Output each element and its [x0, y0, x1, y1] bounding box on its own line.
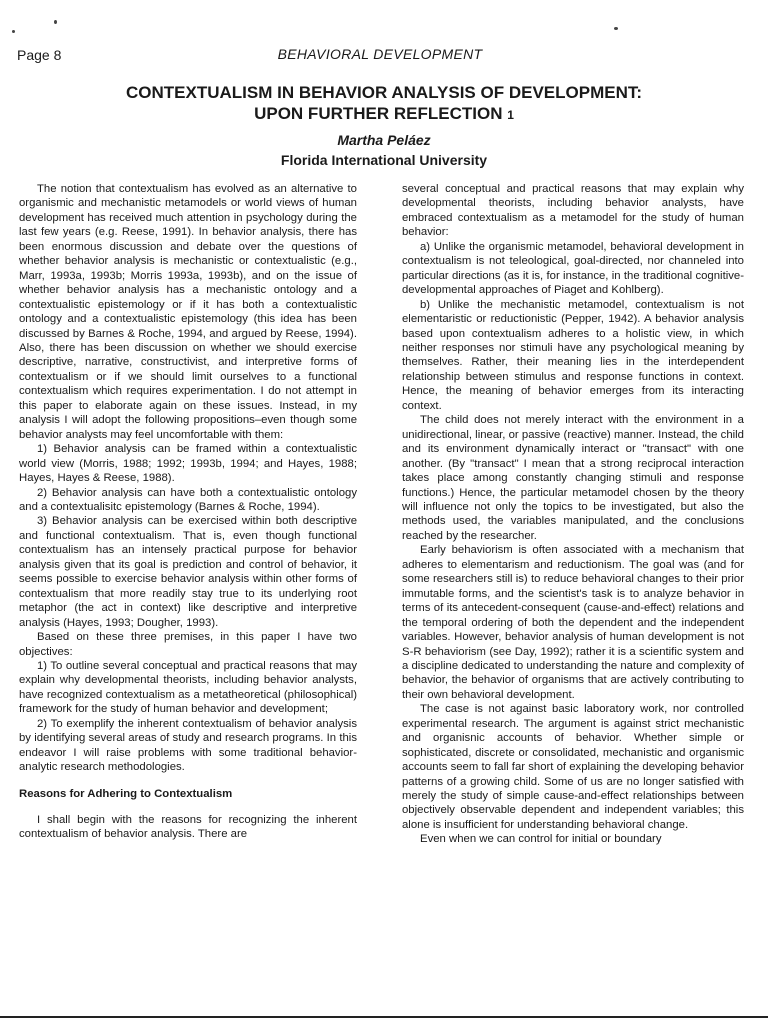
author-name: Martha Peláez — [337, 132, 431, 148]
title-line-1: CONTEXTUALISM IN BEHAVIOR ANALYSIS OF DEVELOPMENT: — [125, 83, 643, 102]
paragraph: 1) Behavior analysis can be framed within a contextualistic world view (Morris, 1988; 1992; 1993b, 1994; and Hayes, 1988; Hayes, Hayes & Reese, 1988). — [19, 443, 357, 485]
scan-speck — [614, 27, 618, 30]
paragraph: a) Unlike the organismic metamodel, behavioral development in contextualism is not teleological, goal-directed, nor channeled into particular directions (as it is, for instance, in the traditional cognitive-developmental approaches of Piaget and Kohlberg). — [402, 240, 744, 297]
paragraph: The notion that contextualism has evolved as an alternative to organismic and mechanistic metamodels or world views of human development has received much attention in psychology during the last few years (e.g. Reese, 1991). In behavior analysis, there has been enormous discussion and debate over the questions of whether behavior analysis is mechanistic or contextualistic (e.g., Marr, 1993a, 1993b; Morris 1993a, 1993b), and on the issue of whether behavior analysis has a mechanistic ontology and a contextualistic epistemology or if it has both a contextualistic ontology and a contextualistic epistemology (this idea has been discussed by Barnes & Roche, 1994, and argued by Reese, 1994). Also, there has been discussion on whether we should exercise descriptive, narrative, constructivist, and interpretive forms of contextualism or if we should limit ourselves to a functional contextualism which requires experimentation. I do not attempt in this paper to elaborate again on these issues. Instead, in my analysis I will adopt the following propositions–even though some behavior analysts may feel uncomfortable with them: — [19, 183, 357, 441]
paragraph: I shall begin with the reasons for recognizing the inherent contextualism of behavior analysis. There are — [19, 814, 357, 841]
article-title — [40, 82, 728, 126]
paragraph: 2) Behavior analysis can have both a contextualistic ontology and a contextualisitc epistemology (Barnes & Roche, 1994). — [19, 486, 357, 513]
paragraph: 2) To exemplify the inherent contextualism of behavior analysis by identifying several areas of study and research programs. In this endeavor I will raise problems with some traditional behavior-analytic research methodologies. — [19, 717, 357, 774]
paragraph: b) Unlike the mechanistic metamodel, contextualism is not elementaristic or reductionistic (Pepper, 1942). A behavior analysis based upon contextualism adheres to a holistic view, in which neither responses nor stimuli have any psychological meaning by themselves. Rather, their meaning lies in the interdependent relationship between stimulus and response functions in context. Hence, the meaning of behavior emerges from its interacting context. — [402, 298, 744, 412]
left-column — [19, 182, 357, 842]
paragraph: Based on these three premises, in this paper I have two objectives: — [19, 631, 357, 658]
title-line-2 — [40, 103, 728, 126]
paragraph: Early behaviorism is often associated with a mechanism that adheres to elementarism and reductionism. The goal was (and for some researchers still is) to reduce behavioral changes to their prior immutable forms, and the scientist's task is to analyze behavior in terms of its antecedent-consequent (cause-and-effect) relations and the temporal ordering of both the dependent and the independent variables. However, behavior analysis of human development is not S-R behaviorism (see Day, 1992); rather it is a scientific system and a discipline dedicated to understanding the nature and complexity of behavior, the behavior of organisms that are actively contributing to their own behavioral development. — [402, 544, 744, 701]
author-affiliation: Florida International University — [280, 152, 488, 168]
section-heading: Reasons for Adhering to Contextualism — [19, 787, 233, 800]
page-number: Page 8 — [17, 47, 62, 63]
scan-speck — [12, 30, 15, 33]
paragraph: 3) Behavior analysis can be exercised within both descriptive and functional contextualism. That is, even though functional contextualism has an intensely practical purpose for behavior analysis given that its goal is prediction and control of behavior, it seems possible to exercise behavior analysis within other forms of contextualism that more readily stay true to its underlying root metaphor (the act in context) like descriptive and interpretive analysis (Hayes, 1993; Dougher, 1993). — [19, 515, 357, 629]
title-footnote-marker: 1 — [507, 108, 514, 122]
paragraph: The child does not merely interact with the environment in a unidirectional, linear, or passive (reactive) manner. Instead, the child and its environment dynamically interact or "transact" with one another. (By "transact" I mean that a strong reciprocal interaction takes place among constantly changing stimuli and response functions.) Hence, the particular metamodel chosen by the theory will influence not only the topics to be investigated, but also the methods used, the variables manipulated, and the conclusions reached by the researcher. — [402, 414, 744, 542]
paragraph: Even when we can control for initial or boundary — [420, 833, 662, 846]
title-line-2-text: UPON FURTHER REFLECTION — [254, 104, 503, 123]
paragraph: 1) To outline several conceptual and practical reasons that may explain why developmental theorists, including behavior analysts, have recognized contextualism as a metatheoretical (philosophical) framework for the study of human behavior and development; — [19, 659, 357, 716]
right-column — [402, 182, 744, 847]
bottom-rule — [0, 1016, 768, 1018]
scan-speck — [54, 20, 57, 24]
journal-title: BEHAVIORAL DEVELOPMENT — [277, 46, 483, 62]
paragraph: The case is not against basic laboratory work, nor controlled experimental research. The argument is against strict mechanistic and organisnic accounts of behavior. Whether simple or sophisticated, discrete or consolidated, mechanistic and organismic accounts seem to fall far short of explaining the developing behavior patterns of a growing child. Some of us are no longer satisfied with merely the study of simple cause-and-effect relationships between objectively observable dependent and independent variables; this alone is insufficient for understanding behavioral change. — [402, 703, 744, 831]
paragraph: several conceptual and practical reasons that may explain why developmental theorists, including behavior analysts, have embraced contextualism as a metamodel for the study of human behavior: — [402, 183, 744, 239]
